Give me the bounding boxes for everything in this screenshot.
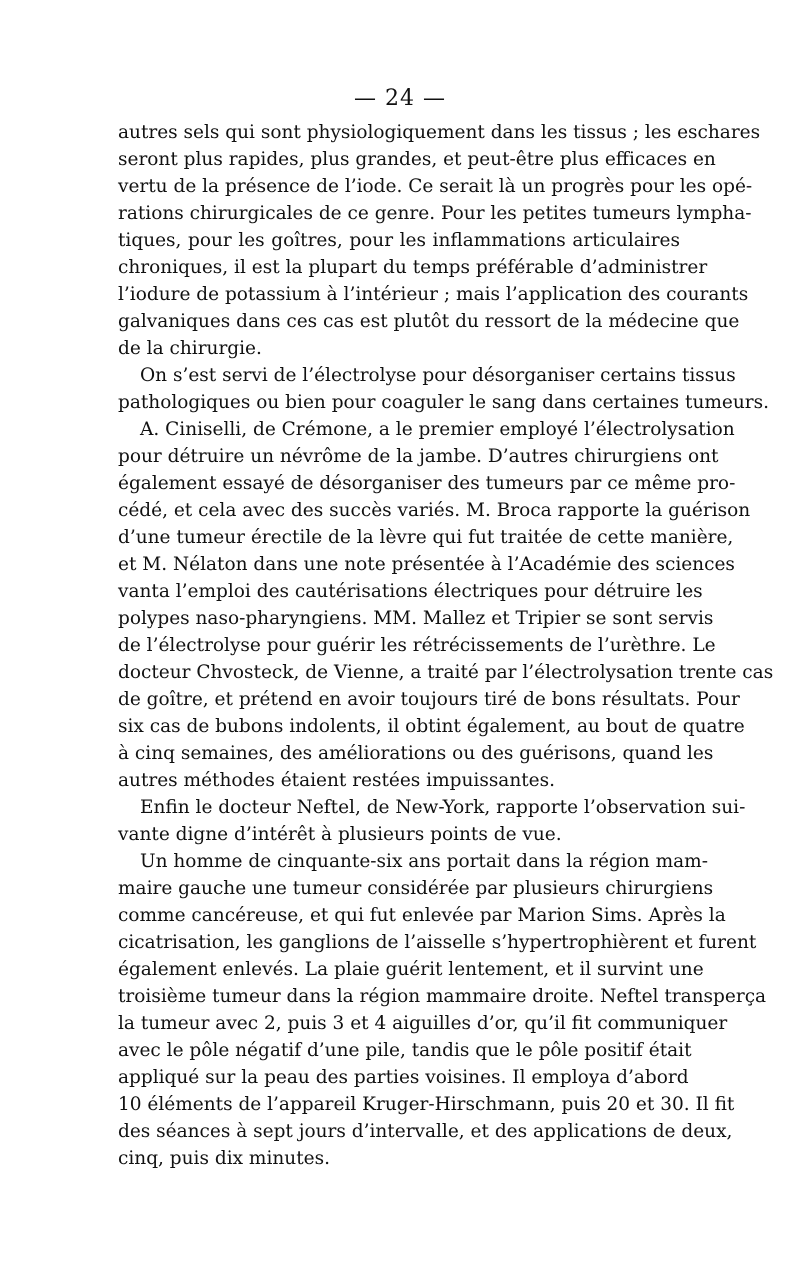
paragraph [118,119,761,362]
text-line: autres méthodes étaient restées impuissantes. [118,770,556,791]
text-line: d’une tumeur érectile de la lèvre qui fut traitée de cette manière, [118,527,734,548]
text-line: des séances à sept jours d’intervalle, et des applications de deux, [118,1121,733,1142]
text-line: On s’est servi de l’électrolyse pour désorganiser certains tissus [140,365,736,386]
text-line: cédé, et cela avec des succès variés. M. Broca rapporte la guérison [118,500,751,521]
body-text [118,119,774,1172]
text-line: également enlevés. La plaie guérit lentement, et il survint une [118,959,704,980]
text-line: de l’électrolyse pour guérir les rétrécissements de l’urèthre. Le [118,635,716,656]
paragraph [118,362,769,416]
text-line: autres sels qui sont physiologiquement dans les tissus ; les eschares [118,122,761,143]
text-line: six cas de bubons indolents, il obtint également, au bout de quatre [118,716,745,737]
text-line: cinq, puis dix minutes. [118,1148,330,1169]
paragraph [118,416,774,794]
text-line: polypes naso-pharyngiens. MM. Mallez et Tripier se sont servis [118,608,714,629]
text-line: Enfin le docteur Neftel, de New-York, rapporte l’observation sui- [140,797,746,818]
text-line: tiques, pour les goîtres, pour les inflammations articulaires [118,230,680,251]
text-line: vante digne d’intérêt à plusieurs points de vue. [118,824,562,845]
text-line: cicatrisation, les ganglions de l’aisselle s’hypertrophièrent et furent [118,932,757,953]
text-line: A. Ciniselli, de Crémone, a le premier employé l’électrolysation [140,419,735,440]
text-line: de goître, et prétend en avoir toujours tiré de bons résultats. Pour [118,689,740,710]
text-line: docteur Chvosteck, de Vienne, a traité par l’électrolysation trente cas [118,662,774,683]
text-line: seront plus rapides, plus grandes, et peut-être plus efficaces en [118,149,716,170]
text-line: Un homme de cinquante-six ans portait dans la région mam- [140,851,708,872]
text-line: rations chirurgicales de ce genre. Pour les petites tumeurs lympha- [118,203,752,224]
text-line: maire gauche une tumeur considérée par plusieurs chirurgiens [118,878,714,899]
text-line: appliqué sur la peau des parties voisines. Il employa d’abord [118,1067,689,1088]
paragraph [118,848,767,1172]
text-line: pour détruire un névrôme de la jambe. D’autres chirurgiens ont [118,446,719,467]
text-line: pathologiques ou bien pour coaguler le sang dans certaines tumeurs. [118,392,769,413]
text-line: vanta l’emploi des cautérisations électriques pour détruire les [118,581,703,602]
text-line: troisième tumeur dans la région mammaire droite. Neftel transperça [118,986,767,1007]
paragraph [118,794,746,848]
text-line: galvaniques dans ces cas est plutôt du ressort de la médecine que [118,311,740,332]
text-line: et M. Nélaton dans une note présentée à l’Académie des sciences [118,554,735,575]
text-line: de la chirurgie. [118,338,262,359]
text-line: 10 éléments de l’appareil Kruger-Hirschmann, puis 20 et 30. Il fit [118,1094,735,1115]
text-line: avec le pôle négatif d’une pile, tandis que le pôle positif était [118,1040,692,1061]
text-line: l’iodure de potassium à l’intérieur ; mais l’application des courants [118,284,749,305]
text-line: comme cancéreuse, et qui fut enlevée par Marion Sims. Après la [118,905,726,926]
text-line: à cinq semaines, des améliorations ou des guérisons, quand les [118,743,714,764]
page-number: — 24 — [354,86,446,111]
text-line: également essayé de désorganiser des tumeurs par ce même pro- [118,473,736,494]
text-line: vertu de la présence de l’iode. Ce serait là un progrès pour les opé- [118,176,753,197]
text-line: chroniques, il est la plupart du temps préférable d’administrer [118,257,708,278]
text-line: la tumeur avec 2, puis 3 et 4 aiguilles d’or, qu’il fit communiquer [118,1013,728,1034]
